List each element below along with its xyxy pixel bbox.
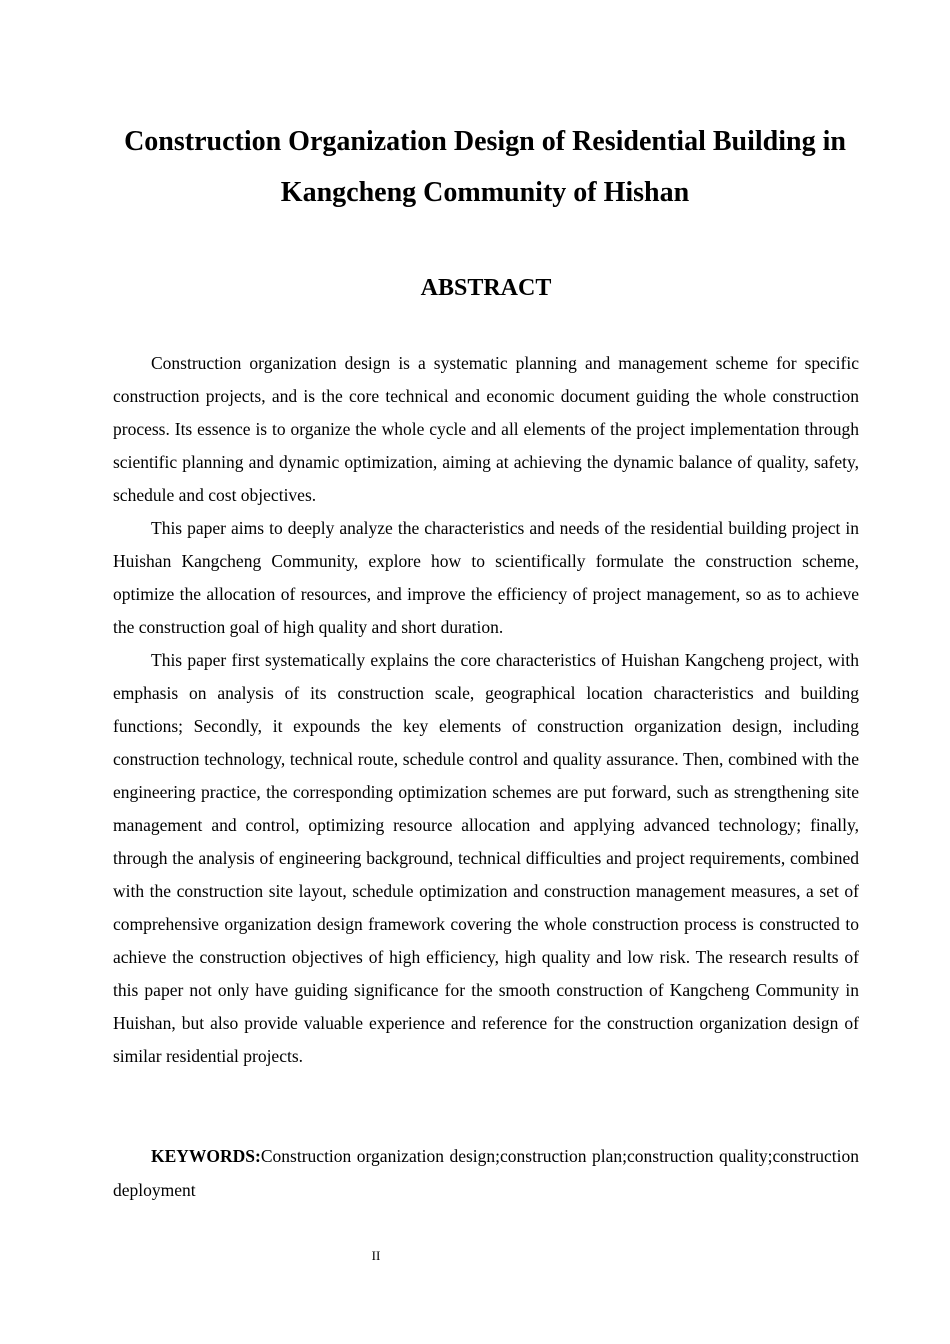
keywords-text: Construction organization design;construction plan;construction quality;construction deployment xyxy=(113,1146,859,1200)
abstract-body xyxy=(113,347,859,1073)
keywords-line xyxy=(113,1139,859,1207)
keywords-label: KEYWORDS: xyxy=(151,1146,261,1166)
paper-title: Construction Organization Design of Residential Building in Kangcheng Community of Hishan xyxy=(124,126,846,208)
abstract-paragraph-1: Construction organization design is a systematic planning and management scheme for specific construction projects, and is the core technical and economic document guiding the whole construction process. Its essence is to organize the whole cycle and all elements of the project implementation through scientific planning and dynamic optimization, aiming at achieving the dynamic balance of quality, safety, schedule and cost objectives. xyxy=(113,353,859,505)
abstract-paragraph-2: This paper aims to deeply analyze the characteristics and needs of the residential building project in Huishan Kangcheng Community, explore how to scientifically formulate the construction scheme, optimize the allocation of resources, and improve the efficiency of project management, so as to achieve the construction goal of high quality and short duration. xyxy=(113,518,859,637)
page-number: II xyxy=(371,1248,381,1263)
abstract-heading: ABSTRACT xyxy=(420,275,552,301)
abstract-paragraph-3: This paper first systematically explains the core characteristics of Huishan Kangcheng project, with emphasis on analysis of its construction scale, geographical location characteristics and building functions; Secondly, it expounds the key elements of construction organization design, including construction technology, technical route, schedule control and quality assurance. Then, combined with the engineering practice, the corresponding optimization schemes are put forward, such as strengthening site management and control, optimizing resource allocation and applying advanced technology; finally, through the analysis of engineering background, technical difficulties and project requirements, combined with the construction site layout, schedule optimization and construction management measures, a set of comprehensive organization design framework covering the whole construction process is constructed to achieve the construction objectives of high efficiency, high quality and low risk. The research results of this paper not only have guiding significance for the smooth construction of Kangcheng Community in Huishan, but also provide valuable experience and reference for the construction organization design of similar residential projects. xyxy=(113,650,859,1066)
